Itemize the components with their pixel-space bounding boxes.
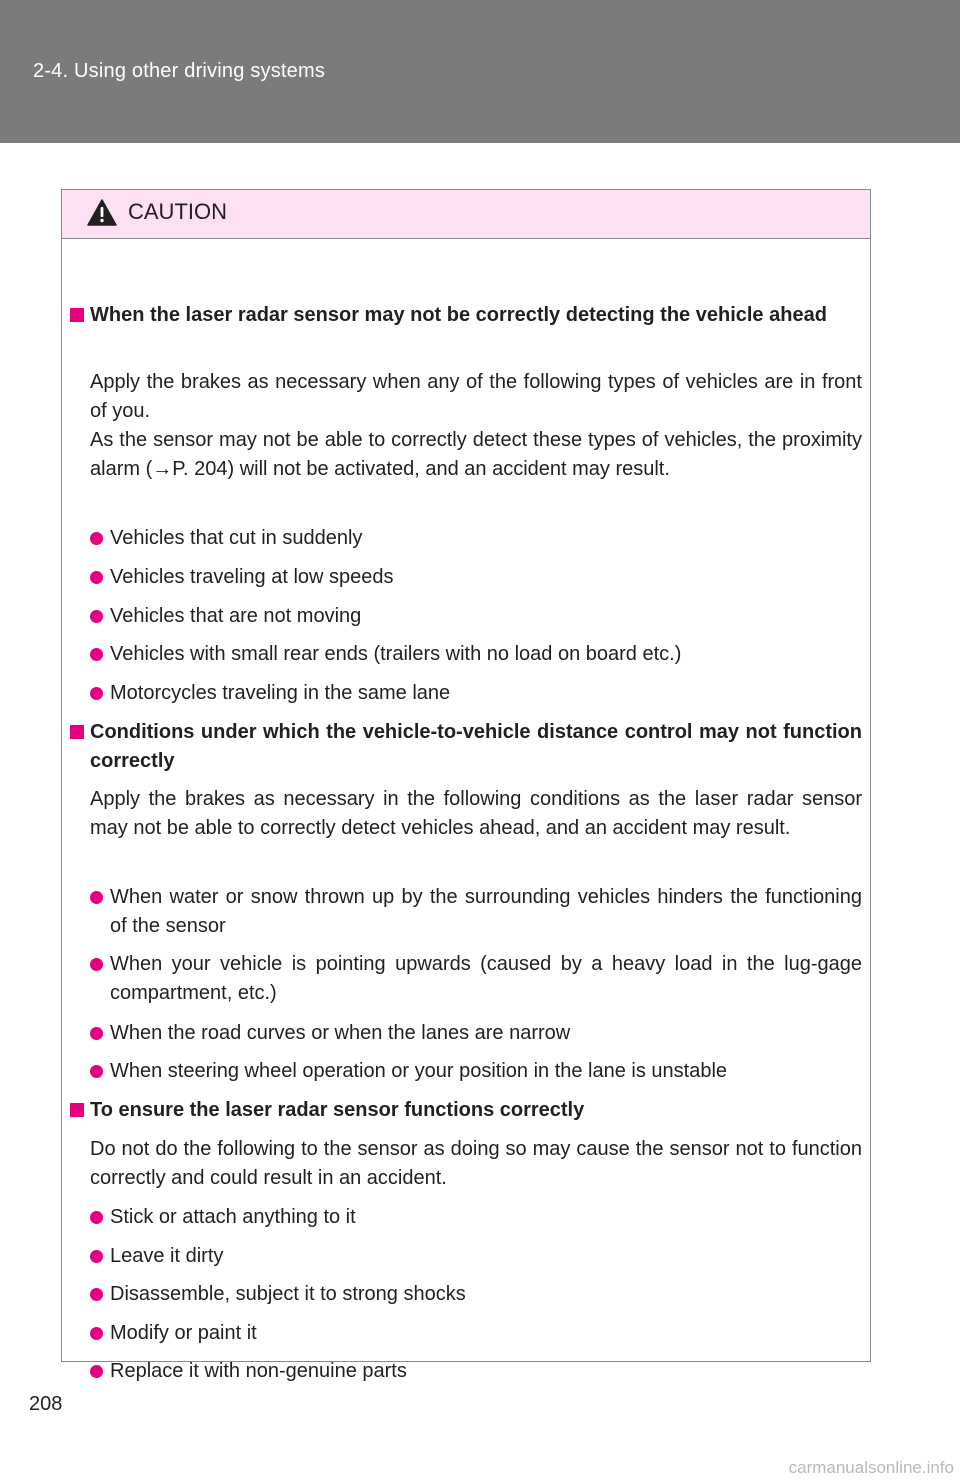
circle-bullet-icon xyxy=(90,687,103,700)
square-bullet-icon xyxy=(70,1103,84,1117)
square-bullet-icon xyxy=(70,725,84,739)
circle-bullet-icon xyxy=(90,1065,103,1078)
section-heading: To ensure the laser radar sensor functions correctly xyxy=(70,1096,862,1125)
paragraph: As the sensor may not be able to correctly detect these types of vehicles, the proximity alarm (→P. 204) will not be activated, and an accident may result. xyxy=(90,429,862,480)
circle-bullet-icon xyxy=(90,1288,103,1301)
list-item: Modify or paint it xyxy=(90,1319,862,1348)
circle-bullet-icon xyxy=(90,1211,103,1224)
circle-bullet-icon xyxy=(90,610,103,623)
warning-triangle-icon xyxy=(87,199,117,226)
circle-bullet-icon xyxy=(90,571,103,584)
list-item: When steering wheel operation or your position in the lane is unstable xyxy=(90,1057,862,1086)
circle-bullet-icon xyxy=(90,1327,103,1340)
paragraph: Apply the brakes as necessary when any of the following types of vehicles are in front of you. xyxy=(90,371,862,422)
list-item: Disassemble, subject it to strong shocks xyxy=(90,1280,862,1309)
list-item: Vehicles that cut in suddenly xyxy=(90,524,862,553)
list-item: Vehicles that are not moving xyxy=(90,602,862,631)
list-item: Stick or attach anything to it xyxy=(90,1203,862,1232)
section-heading: When the laser radar sensor may not be correctly detecting the vehicle ahead xyxy=(70,301,862,330)
circle-bullet-icon xyxy=(90,891,103,904)
list-item: Vehicles with small rear ends (trailers with no load on board etc.) xyxy=(90,640,862,669)
page-header xyxy=(0,0,960,143)
circle-bullet-icon xyxy=(90,958,103,971)
section-heading: Conditions under which the vehicle-to-vehicle distance control may not function correctly xyxy=(70,718,862,776)
caution-box xyxy=(61,189,871,1382)
page-number: 208 xyxy=(29,1393,63,1415)
caution-header xyxy=(62,190,870,239)
square-bullet-icon xyxy=(70,308,84,322)
circle-bullet-icon xyxy=(90,1250,103,1263)
list-item: When water or snow thrown up by the surrounding vehicles hinders the functioning of the sensor xyxy=(90,883,862,941)
list-item: When the road curves or when the lanes are narrow xyxy=(90,1019,862,1048)
paragraph: Apply the brakes as necessary in the following conditions as the laser radar sensor may not be able to correctly detect vehicles ahead, and an accident may result. xyxy=(90,788,862,839)
circle-bullet-icon xyxy=(90,648,103,661)
circle-bullet-icon xyxy=(90,1365,103,1378)
watermark: carmanualsonline.info xyxy=(788,1458,954,1477)
list-item: When your vehicle is pointing upwards (caused by a heavy load in the lug-gage compartment, etc.) xyxy=(90,950,862,1008)
paragraph: Do not do the following to the sensor as doing so may cause the sensor not to function correctly and could result in an accident. xyxy=(90,1138,862,1189)
circle-bullet-icon xyxy=(90,1027,103,1040)
list-item: Vehicles traveling at low speeds xyxy=(90,563,862,592)
list-item: Replace it with non-genuine parts xyxy=(90,1357,862,1386)
caution-title: CAUTION xyxy=(128,199,227,224)
circle-bullet-icon xyxy=(90,532,103,545)
list-item: Leave it dirty xyxy=(90,1242,862,1271)
section-title: 2-4. Using other driving systems xyxy=(33,60,326,82)
list-item: Motorcycles traveling in the same lane xyxy=(90,679,862,708)
